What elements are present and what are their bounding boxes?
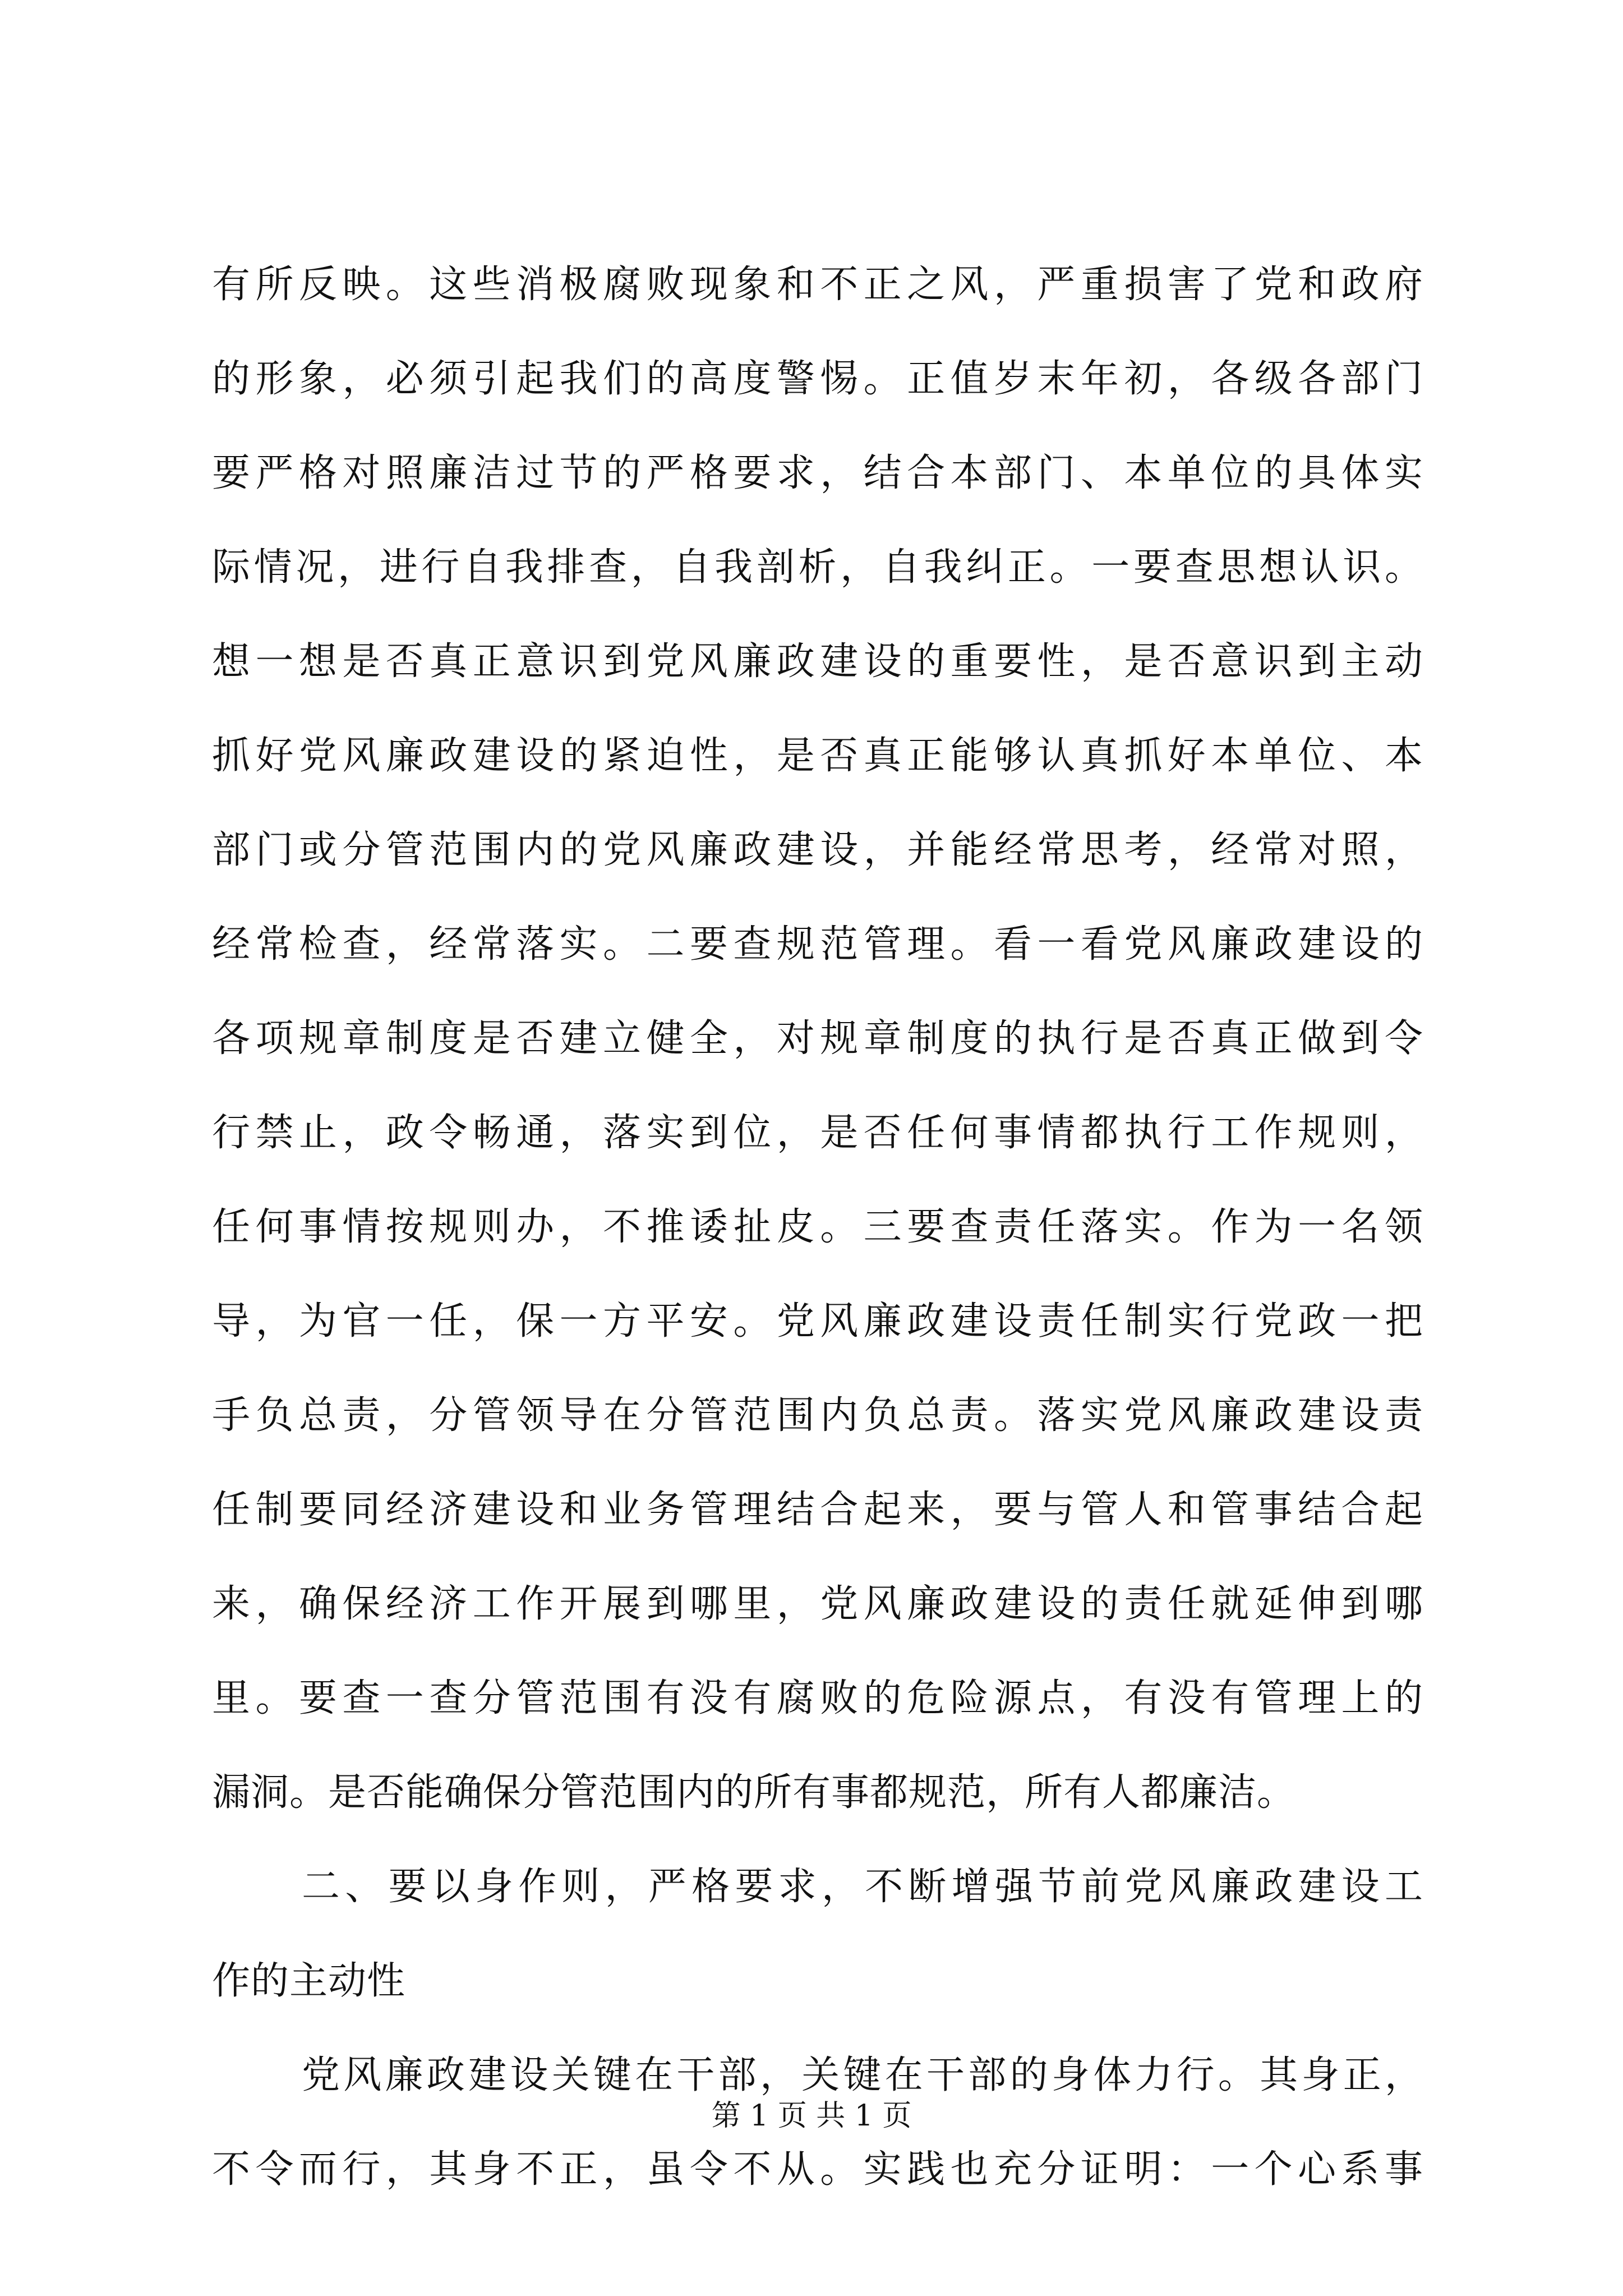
text-line-21: 不令而行，其身不正，虽令不从。实践也充分证明：一个心系事 <box>212 2147 1423 2192</box>
text-line-12: 导，为官一任，保一方平安。党风廉政建设责任制实行党政一把 <box>212 1299 1423 1343</box>
text-line-4: 际情况，进行自我排查，自我剖析，自我纠正。一要查思想认识。 <box>212 545 1423 590</box>
text-line-16: 里。要查一查分管范围有没有腐败的危险源点，有没有管理上的 <box>212 1676 1423 1720</box>
text-line-20: 党风廉政建设关键在干部，关键在干部的身体力行。其身正， <box>302 2053 1423 2097</box>
text-line-14: 任制要同经济建设和业务管理结合起来，要与管人和管事结合起 <box>212 1488 1423 1532</box>
text-line-17: 漏洞。是否能确保分管范围内的所有事都规范，所有人都廉洁。 <box>212 1770 1296 1815</box>
text-line-11: 任何事情按规则办，不推诿扯皮。三要查责任落实。作为一名领 <box>212 1205 1423 1249</box>
document-body <box>212 264 1423 2243</box>
text-line-13: 手负总责，分管领导在分管范围内负总责。落实党风廉政建设责 <box>212 1393 1423 1438</box>
text-line-2: 的形象，必须引起我们的高度警惕。正值岁末年初，各级各部门 <box>212 357 1423 401</box>
text-line-6: 抓好党风廉政建设的紧迫性，是否真正能够认真抓好本单位、本 <box>212 734 1423 778</box>
text-line-1: 有所反映。这些消极腐败现象和不正之风，严重损害了党和政府 <box>212 263 1423 307</box>
section-heading-line-1: 二、要以身作则，严格要求，不断增强节前党风廉政建设工 <box>302 1865 1423 1909</box>
text-line-7: 部门或分管范围内的党风廉政建设，并能经常思考，经常对照， <box>212 828 1423 872</box>
text-line-10: 行禁止，政令畅通，落实到位，是否任何事情都执行工作规则， <box>212 1111 1423 1155</box>
text-line-8: 经常检查，经常落实。二要查规范管理。看一看党风廉政建设的 <box>212 922 1423 967</box>
text-line-3: 要严格对照廉洁过节的严格要求，结合本部门、本单位的具体实 <box>212 451 1423 495</box>
text-line-5: 想一想是否真正意识到党风廉政建设的重要性，是否意识到主动 <box>212 639 1423 684</box>
section-heading-line-2: 作的主动性 <box>212 1959 406 2003</box>
text-line-9: 各项规章制度是否建立健全，对规章制度的执行是否真正做到令 <box>212 1016 1423 1061</box>
page-footer: 第 1 页 共 1 页 <box>711 2099 912 2133</box>
text-line-15: 来，确保经济工作开展到哪里，党风廉政建设的责任就延伸到哪 <box>212 1582 1423 1626</box>
